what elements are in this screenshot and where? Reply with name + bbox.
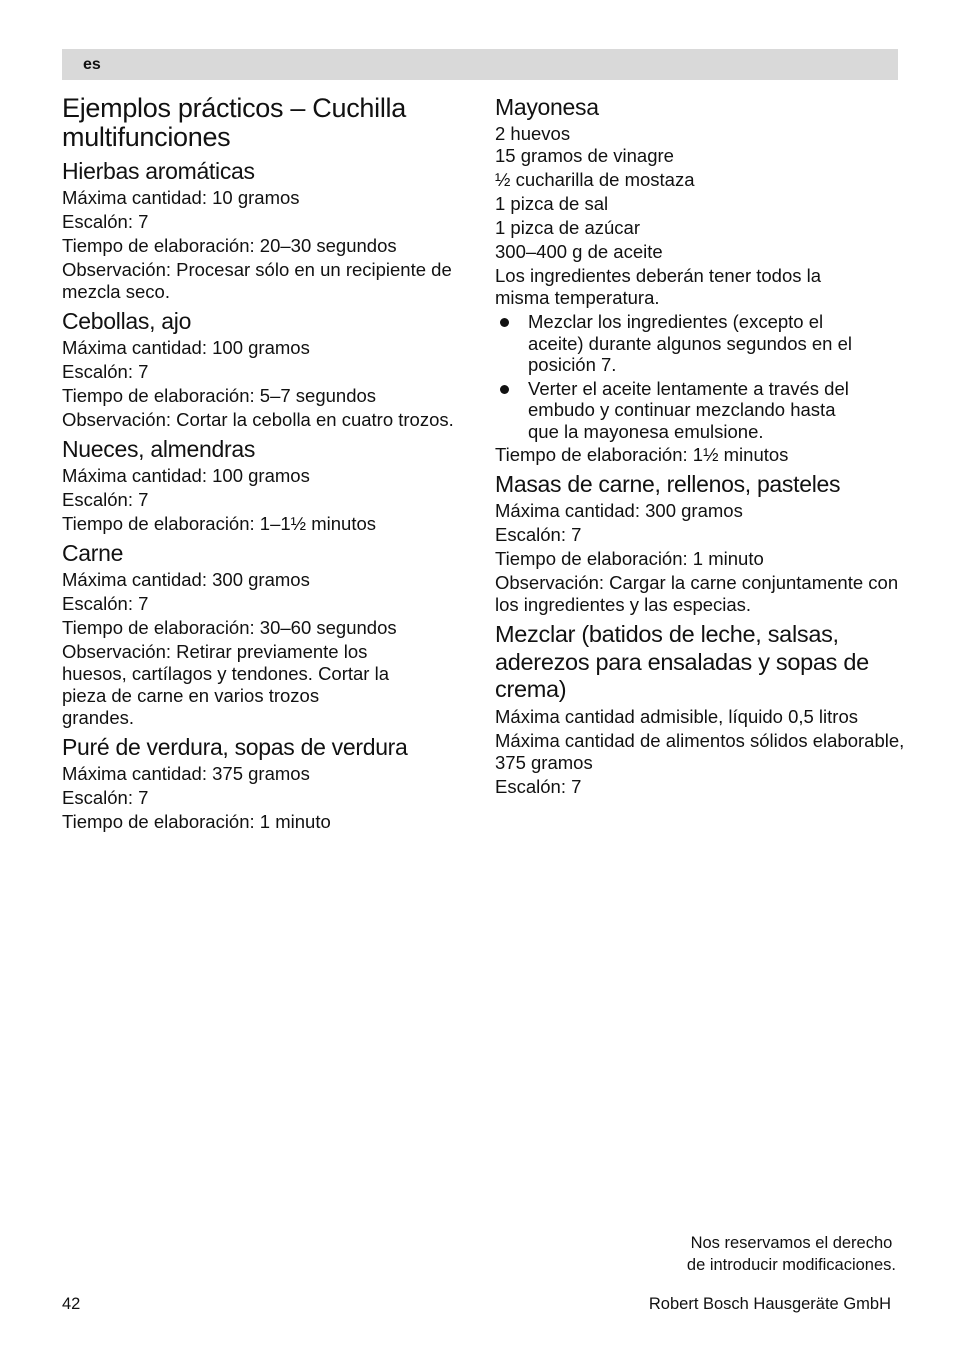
section-heading: Hierbas aromáticas (62, 158, 255, 184)
text-line: Máxima cantidad: 100 gramos (62, 337, 310, 358)
ingredient-line: 15 gramos de vinagre (495, 145, 674, 166)
text-line: Escalón: 7 (62, 593, 149, 614)
text-line: Escalón: 7 (62, 787, 149, 808)
text-line: Escalón: 7 (62, 211, 149, 232)
text-line: Máxima cantidad de alimentos sólidos elaborable, 375 gramos (495, 729, 905, 773)
disclaimer-line: de introducir modificaciones. (686, 1256, 896, 1274)
list-item-text: Verter el aceite lentamente a través del embudo y continuar mezclando hasta que la mayonesa emulsione. (528, 377, 849, 442)
ingredient-line: ½ cucharilla de mostaza (495, 169, 695, 190)
text-line: Observación: Cortar la cebolla en cuatro trozos. (62, 409, 454, 430)
section-carne (62, 540, 472, 729)
section-heading: Mezclar (batidos de leche, salsas, aderezos para ensaladas y sopas de crema) (495, 621, 869, 702)
text-line: Tiempo de elaboración: 1 minuto (62, 811, 331, 832)
text-line: Tiempo de elaboración: 30–60 segundos (62, 617, 397, 638)
section-heading: Cebollas, ajo (62, 308, 192, 334)
instruction-list (495, 311, 905, 442)
right-column (495, 94, 905, 803)
text-line: Observación: Procesar sólo en un recipiente de mezcla seco. (62, 259, 452, 302)
section-heading: Mayonesa (495, 94, 599, 120)
section-heading: Nueces, almendras (62, 436, 256, 462)
disclaimer-line: Nos reservamos el derecho (690, 1234, 893, 1252)
text-line: Máxima cantidad: 375 gramos (62, 763, 310, 784)
section-heading: Puré de verdura, sopas de verdura (62, 734, 408, 760)
language-code: es (83, 56, 101, 73)
list-item (495, 378, 858, 443)
language-bar (62, 49, 898, 80)
section-mezclar (495, 621, 905, 798)
text-line: Máxima cantidad admisible, líquido 0,5 litros (495, 705, 858, 727)
section-nueces (62, 436, 472, 535)
text-line: Tiempo de elaboración: 20–30 segundos (62, 235, 397, 256)
ingredient-line: 300–400 g de aceite (495, 241, 663, 262)
page-title: Ejemplos prácticos – Cuchilla multifunciones (62, 93, 406, 152)
text-line: Observación: Cargar la carne conjuntamente con los ingredientes y las especias. (495, 572, 899, 615)
list-item (495, 311, 858, 376)
list-item-text: Mezclar los ingredientes (excepto el aceite) durante algunos segundos en el posición 7. (528, 311, 852, 375)
text-line: Escalón: 7 (495, 775, 582, 797)
text-line: Escalón: 7 (495, 524, 582, 545)
text-line: Máxima cantidad: 300 gramos (495, 500, 743, 521)
text-line: Máxima cantidad: 100 gramos (62, 465, 310, 486)
text-line: Tiempo de elaboración: 1½ minutos (495, 444, 789, 465)
ingredient-line: 2 huevos (495, 123, 571, 144)
text-line: Máxima cantidad: 300 gramos (62, 569, 310, 590)
section-mayonesa (495, 94, 905, 466)
text-line: Escalón: 7 (62, 361, 149, 382)
section-masas (495, 471, 905, 616)
section-heading: Masas de carne, rellenos, pasteles (495, 471, 841, 497)
bullet-icon (500, 385, 509, 394)
left-column (62, 94, 472, 838)
company-name: Robert Bosch Hausgeräte GmbH (648, 1295, 891, 1313)
text-line: Tiempo de elaboración: 1 minuto (495, 548, 764, 569)
page-number: 42 (62, 1295, 81, 1313)
disclaimer-note (687, 1232, 896, 1276)
section-hierbas (62, 158, 472, 303)
text-line: Escalón: 7 (62, 489, 149, 510)
text-line: Observación: Retirar previamente los huesos, cartílagos y tendones. Cortar la pieza de carne en varios trozos grandes. (62, 641, 390, 728)
ingredient-line: 1 pizca de sal (495, 193, 609, 214)
text-line: Tiempo de elaboración: 1–1½ minutos (62, 513, 377, 534)
ingredient-line: Los ingredientes deberán tener todos la misma temperatura. (495, 265, 822, 308)
bullet-icon (500, 318, 509, 327)
ingredient-line: 1 pizca de azúcar (495, 217, 641, 238)
section-pure (62, 734, 472, 833)
section-cebollas (62, 308, 472, 431)
text-line: Máxima cantidad: 10 gramos (62, 187, 300, 208)
text-line: Tiempo de elaboración: 5–7 segundos (62, 385, 377, 406)
section-heading: Carne (62, 540, 124, 566)
